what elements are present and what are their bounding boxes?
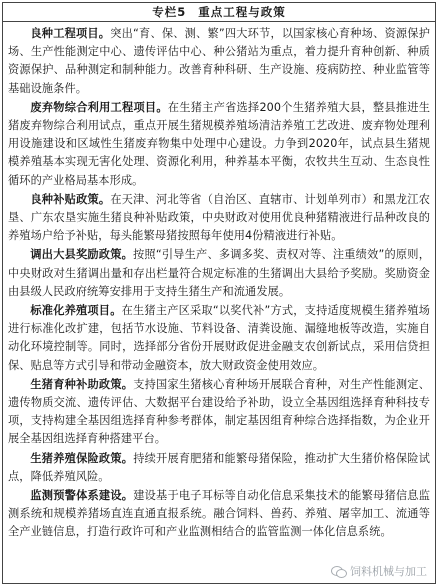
section-body: 支持国家生猪核心育种场开展联合育种，对生产性能测定、遗传物质交流、遗传评估、大数据平台建设给予补助，设立全基因组选择育种科技专项，支持构建全基因组选择育种参考群体，制定基因组育种综合选择指数，为企业开展全基因组选择育种搭建平台。	[8, 377, 430, 446]
section-heading: 良种补贴政策。	[30, 192, 111, 206]
section-heading: 生猪养殖保险政策。	[30, 451, 134, 465]
box-title: 重点工程与政策	[198, 5, 286, 19]
section-body: 在生猪主产区采取“以奖代补”方式，支持适度规模生猪养殖场进行标准化改扩建，包括节水设施、节料设备、清粪设施、漏缝地板等改造，实施自动化环境控制等。同时，选择部分省份开展财政促进金融支农创新试点，采用信贷担保、贴息等方式引导和带动金融资本，放大财政资金使用效应。	[8, 304, 430, 372]
section-waste-utilization	[8, 99, 430, 190]
section-breeding-subsidy	[8, 376, 430, 449]
section-body: 在天津、河北等省（自治区、直辖市、计划单列市）和黑龙江农垦、广东农垦实施生猪良种补贴政策，中央财政对使用优良种猪精液进行品种改良的养殖场户给予补贴，每头能繁母猪按照每年使用4份精液进行补贴。	[8, 192, 430, 243]
section-breeding-project	[8, 25, 430, 98]
section-standardized-farming	[8, 302, 430, 375]
watermark	[331, 563, 427, 579]
section-heading: 监测预警体系建设。	[30, 489, 134, 503]
box-title-row	[3, 3, 435, 22]
policy-box	[2, 2, 436, 584]
section-heading: 调出大县奖励政策。	[30, 248, 134, 262]
section-monitoring	[8, 487, 430, 542]
section-body: 按照“引导生产、多调多奖、责权对等、注重绩效”的原则，中央财政对生猪调出量和存出栏量符合规定标准的生猪调出大县给予奖励。奖励资金由县级人民政府统筹安排用于支持生猪生产和流通发展。	[8, 248, 430, 298]
section-insurance	[8, 450, 430, 486]
section-body: 持续开展育肥猪和能繁母猪保险，推动扩大生猪价格保险试点，降低养殖风险。	[8, 451, 430, 483]
section-county-reward	[8, 246, 430, 301]
section-heading: 废弃物综合利用工程项目。	[30, 100, 168, 114]
box-label: 专栏5	[152, 5, 187, 19]
section-heading: 生猪育种补助政策。	[30, 377, 134, 391]
watermark-text: 饲料机械与加工	[350, 565, 427, 578]
section-body: 在生猪主产省选择200个生猪养殖大县，整县推进生猪废弃物综合利用试点，重点开展生猪规模养殖场清洁养殖工艺改进、废弃物处理利用设施建设和区域性生猪废弃物集中处理中心建设。力争到2020年，试点县生猪规模养殖基本实现无害化处理、资源化利用，种养基本平衡，农牧共生互动、生态良性循环的产业格局基本形成。	[8, 100, 430, 187]
section-breed-subsidy	[8, 191, 430, 246]
wechat-icon	[331, 565, 346, 578]
box-content	[3, 22, 435, 542]
section-body: 突出“育、保、测、繁”四大环节，以国家核心育种场、资源保护场、生产性能测定中心、遗传评估中心、种公猪站为重点，着力提升育种创新、种质资源保护、品种测定和制种能力。改善育种科研、生产设施、疫病防控、种业监管等基础设施条件。	[8, 27, 430, 95]
section-body: 建设基于电子耳标等自动化信息采集技术的能繁母猪信息监测系统和规模养猪场直连直通直报系统。融合饲料、兽药、养殖、屠宰加工、流通等全产业链信息，打造行政许可和产业监测相结合的监管监测一体化信息系统。	[8, 489, 430, 539]
section-heading: 标准化养殖项目。	[30, 304, 122, 318]
section-heading: 良种工程项目。	[30, 27, 111, 40]
